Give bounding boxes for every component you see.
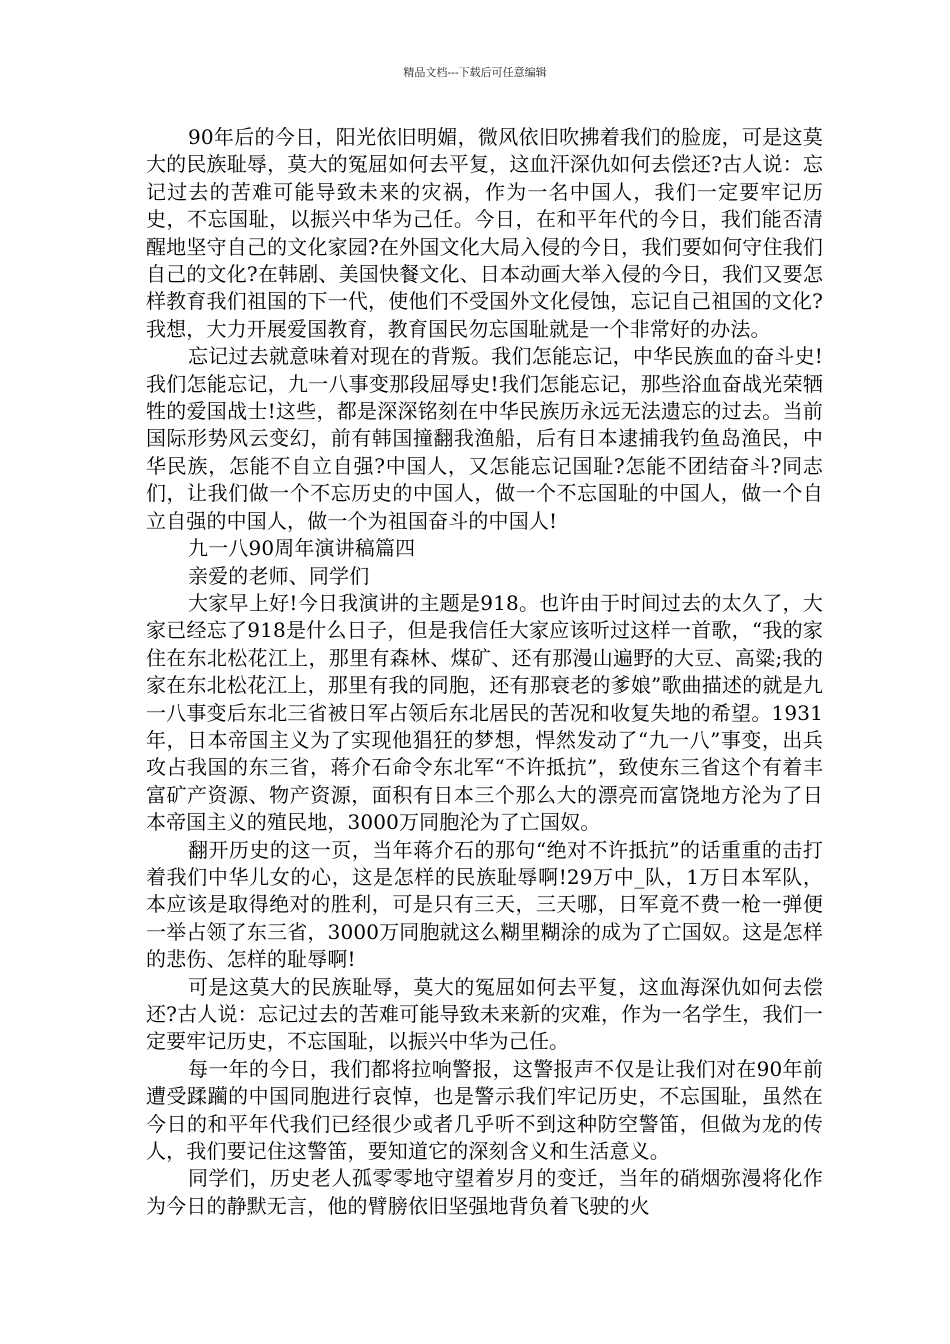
salutation: 亲爱的老师、同学们 xyxy=(188,563,370,588)
paragraph: 可是这莫大的民族耻辱，莫大的冤屈如何去平复，这血海深仇如何去偿还?古人说：忘记过去的苦难可能导致未来新的灾难，作为一名学生，我们一定要牢记历史，不忘国耻，以振兴中华为己任。 xyxy=(146,974,823,1054)
paragraph: 忘记过去就意味着对现在的背叛。我们怎能忘记，中华民族血的奋斗史!我们怎能忘记，九一八事变那段屈辱史!我们怎能忘记，那些浴血奋战光荣牺牲的爱国战士!这些，都是深深铭刻在中华民族历永远无法遗忘的过去。当前国际形势风云变幻，前有韩国撞翻我渔船，后有日本逮捕我钓鱼岛渔民，中华民族，怎能不自立自强?中国人，又怎能忘记国耻?怎能不团结奋斗?同志们，让我们做一个不忘历史的中国人，做一个不忘国耻的中国人，做一个自立自强的中国人，做一个为祖国奋斗的中国人! xyxy=(146,344,823,533)
paragraph: 每一年的今日，我们都将拉响警报，这警报声不仅是让我们对在90年前遭受蹂躏的中国同胞进行哀悼，也是警示我们牢记历史，不忘国耻，虽然在今日的和平年代我们已经很少或者几乎听不到这种防空警笛，但做为龙的传人，我们要记住这警笛，要知道它的深刻含义和生活意义。 xyxy=(146,1056,823,1164)
document-body xyxy=(146,124,823,1220)
paragraph: 90年后的今日，阳光依旧明媚，微风依旧吹拂着我们的脸庞，可是这莫大的民族耻辱，莫大的冤屈如何去平复，这血汗深仇如何去偿还?古人说：忘记过去的苦难可能导致未来的灾祸，作为一名中国人，我们一定要牢记历史，不忘国耻，以振兴中华为己任。今日，在和平年代的今日，我们能否清醒地坚守自己的文化家园?在外国文化大局入侵的今日，我们要如何守住我们自己的文化?在韩剧、美国快餐文化、日本动画大举入侵的今日，我们又要怎样教育我们祖国的下一代，使他们不受国外文化侵蚀，忘记自己祖国的文化?我想，大力开展爱国教育，教育国民勿忘国耻就是一个非常好的办法。 xyxy=(146,125,823,341)
paragraph: 大家早上好!今日我演讲的主题是918。也许由于时间过去的太久了，大家已经忘了918是什么日子，但是我信任大家应该听过这样一首歌，“我的家住在东北松花江上，那里有森林、煤矿、还有那漫山遍野的大豆、高粱;我的家在东北松花江上，那里有我的同胞，还有那衰老的爹娘”歌曲描述的就是九一八事变后东北三省被日军占领后东北居民的苦况和收复失地的希望。1931年，日本帝国主义为了实现他猖狂的梦想，悍然发动了“九一八”事变，出兵攻占我国的东三省，蒋介石命令东北军“不许抵抗”，致使东三省这个有着丰富矿产资源、物产资源，面积有日本三个那么大的漂亮而富饶地方沦为了日本帝国主义的殖民地，3000万同胞沦为了亡国奴。 xyxy=(146,590,823,835)
paragraph: 翻开历史的这一页，当年蒋介石的那句“绝对不许抵抗”的话重重的击打着我们中华儿女的心，这是怎样的民族耻辱啊!29万中_队，1万日本军队，本应该是取得绝对的胜利，可是只有三天，三天哪，日军竟不费一枪一弹便一举占领了东三省，3000万同胞就这么糊里糊涂的成为了亡国奴。这是怎样的悲伤、怎样的耻辱啊! xyxy=(146,837,823,972)
paragraph: 同学们，历史老人孤零零地守望着岁月的变迁，当年的硝烟弥漫将化作为今日的静默无言，他的臂膀依旧坚强地背负着飞驶的火 xyxy=(146,1166,823,1218)
page-header: 精品文档---下载后可任意编辑 xyxy=(403,66,547,79)
section-heading: 九一八90周年演讲稿篇四 xyxy=(188,536,416,561)
